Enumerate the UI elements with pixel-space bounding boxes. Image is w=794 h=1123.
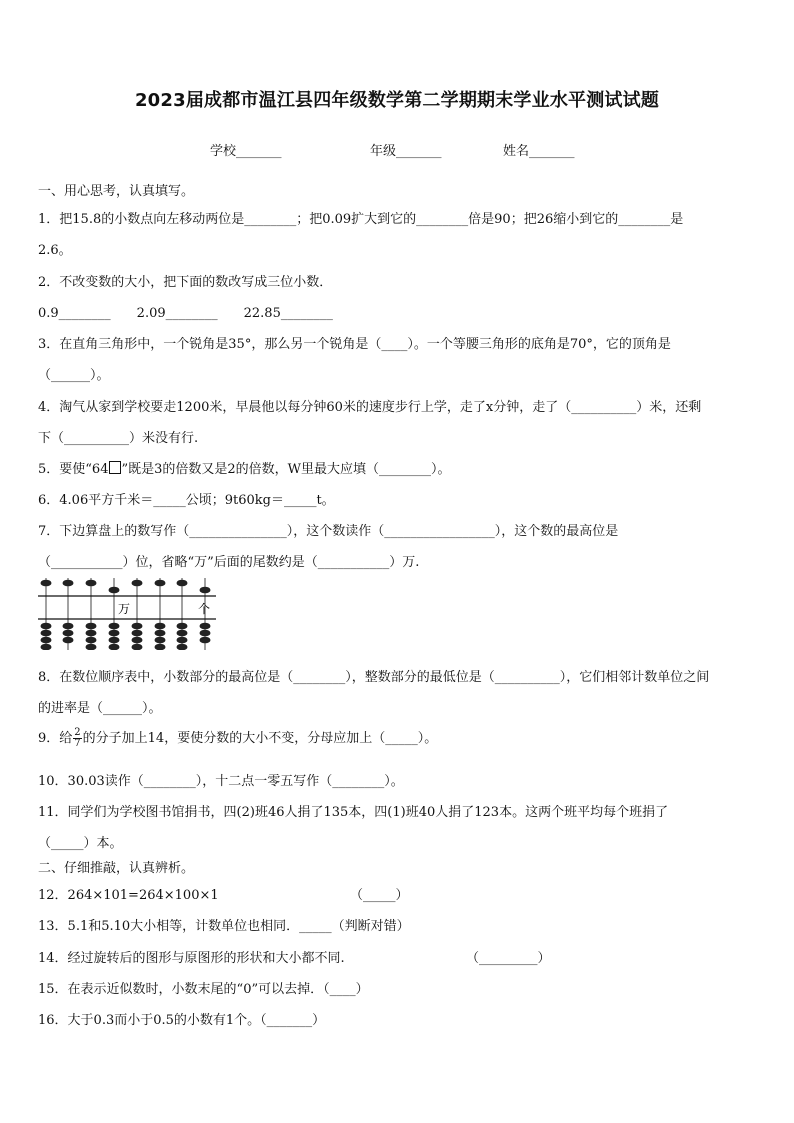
question-8-line-2: 的进率是（______）。 bbox=[38, 701, 162, 716]
abacus-lower-bead bbox=[86, 644, 97, 650]
question-2-line-2: 0.9________ 2.09________ 22.85________ bbox=[38, 306, 333, 321]
question-5 bbox=[38, 458, 451, 477]
question-7-line-2: （___________）位，省略“万”后面的尾数约是（___________）万. bbox=[38, 555, 420, 570]
question-5-post: ”既是3的倍数又是2的倍数，W里最大应填（________）。 bbox=[121, 462, 451, 477]
fraction-numerator: 2 bbox=[74, 727, 81, 738]
grade-field[interactable]: 年级_______ bbox=[370, 144, 442, 159]
question-11-line-1: 11．同学们为学校图书馆捐书，四(2)班46人捐了135本，四(1)班40人捐了123本。这两个班平均每个班捐了 bbox=[38, 805, 669, 820]
abacus-figure bbox=[38, 578, 216, 650]
question-15: 15．在表示近似数时，小数末尾的“0”可以去掉．（____） bbox=[38, 982, 369, 997]
question-2-line-1: 2．不改变数的大小，把下面的数改写成三位小数． bbox=[38, 275, 333, 290]
abacus-lower-bead bbox=[109, 630, 120, 637]
abacus-label-wan: 万 bbox=[118, 602, 131, 616]
abacus-lower-bead bbox=[63, 623, 74, 630]
question-14 bbox=[38, 947, 551, 966]
blank-box[interactable] bbox=[109, 461, 121, 474]
abacus-lower-bead bbox=[177, 637, 188, 644]
fraction-denominator: 7 bbox=[74, 738, 81, 749]
question-4-line-2: 下（__________）米没有行. bbox=[38, 431, 199, 446]
abacus-lower-bead bbox=[63, 637, 74, 644]
abacus-lower-bead bbox=[132, 623, 143, 630]
question-12-answer[interactable]: （_____） bbox=[350, 888, 409, 903]
question-4-line-1: 4．淘气从家到学校要走1200米，早晨他以每分钟60米的速度步行上学，走了x分钟，走了（__________）米，还剩 bbox=[38, 400, 702, 415]
abacus-lower-bead bbox=[155, 637, 166, 644]
abacus-lower-bead bbox=[200, 623, 211, 630]
question-9 bbox=[38, 727, 437, 749]
question-13: 13．5.1和5.10大小相等，计数单位也相同．_____（判断对错） bbox=[38, 919, 410, 934]
question-9-post: 的分子加上14，要使分数的大小不变，分母应加上（_____）。 bbox=[82, 731, 438, 746]
abacus-upper-bead bbox=[177, 580, 188, 587]
abacus-upper-bead bbox=[132, 580, 143, 587]
abacus-lower-bead bbox=[155, 623, 166, 630]
abacus-lower-bead bbox=[132, 630, 143, 637]
question-12 bbox=[38, 884, 409, 903]
abacus-lower-bead bbox=[109, 637, 120, 644]
question-3-line-2: （______）。 bbox=[38, 368, 110, 383]
abacus-lower-bead bbox=[86, 623, 97, 630]
abacus-lower-bead bbox=[41, 637, 52, 644]
question-6: 6．4.06平方千米＝_____公顷；9t60kg＝_____t。 bbox=[38, 493, 335, 508]
abacus-upper-bead bbox=[63, 580, 74, 587]
abacus-lower-bead bbox=[132, 644, 143, 650]
section-1-heading: 一、用心思考，认真填写。 bbox=[38, 184, 195, 199]
question-10: 10．30.03读作（________），十二点一零五写作（________）。 bbox=[38, 774, 404, 789]
abacus-lower-bead bbox=[109, 623, 120, 630]
abacus-lower-bead bbox=[200, 630, 211, 637]
abacus-label-ge: 个 bbox=[198, 602, 211, 616]
section-2-heading: 二、仔细推敲，认真辨析。 bbox=[38, 861, 195, 876]
question-1-line-2: 2.6。 bbox=[38, 243, 72, 258]
abacus-lower-bead bbox=[132, 637, 143, 644]
question-11-line-2: （_____）本。 bbox=[38, 836, 123, 851]
abacus-upper-bead bbox=[86, 580, 97, 587]
abacus-lower-bead bbox=[86, 630, 97, 637]
abacus-lower-bead bbox=[41, 630, 52, 637]
abacus-upper-bead bbox=[41, 580, 52, 587]
question-7-line-1: 7．下边算盘上的数写作（_______________），这个数读作（_________________），这个数的最高位是 bbox=[38, 524, 619, 539]
abacus-lower-bead bbox=[155, 644, 166, 650]
abacus-upper-bead bbox=[155, 580, 166, 587]
abacus-lower-bead bbox=[155, 630, 166, 637]
abacus-lower-bead bbox=[177, 644, 188, 650]
page-title: 2023届成都市温江县四年级数学第二学期期末学业水平测试试题 bbox=[134, 90, 660, 111]
abacus-lower-bead bbox=[109, 644, 120, 650]
question-9-pre: 9．给 bbox=[38, 731, 73, 746]
abacus-lower-bead bbox=[177, 630, 188, 637]
abacus-lower-bead bbox=[41, 644, 52, 650]
abacus-lower-bead bbox=[177, 623, 188, 630]
question-5-pre: 5．要使“64 bbox=[38, 462, 109, 477]
abacus-lower-bead bbox=[41, 623, 52, 630]
fraction bbox=[73, 728, 81, 749]
abacus-lower-bead bbox=[200, 637, 211, 644]
student-info bbox=[210, 140, 575, 159]
abacus-upper-bead bbox=[109, 587, 120, 594]
question-3-line-1: 3．在直角三角形中，一个锐角是35°，那么另一个锐角是（____）。一个等腰三角形的底角是70°，它的顶角是 bbox=[38, 337, 671, 352]
question-12-text: 12．264×101=264×100×1 bbox=[38, 888, 219, 903]
abacus-upper-bead bbox=[200, 587, 211, 594]
question-8-line-1: 8．在数位顺序表中，小数部分的最高位是（________），整数部分的最低位是（__________），它们相邻计数单位之间 bbox=[38, 670, 710, 685]
name-field[interactable]: 姓名_______ bbox=[503, 144, 575, 159]
question-14-text: 14．经过旋转后的图形与原图形的形状和大小都不同. bbox=[38, 951, 345, 966]
abacus-lower-bead bbox=[63, 630, 74, 637]
question-1-line-1: 1．把15.8的小数点向左移动两位是________；把0.09扩大到它的________倍是90；把26缩小到它的________是 bbox=[38, 212, 684, 227]
abacus-lower-bead bbox=[86, 637, 97, 644]
school-field[interactable]: 学校_______ bbox=[210, 144, 282, 159]
question-14-answer[interactable]: （_________） bbox=[466, 951, 551, 966]
question-16: 16．大于0.3而小于0.5的小数有1个。（_______） bbox=[38, 1013, 326, 1028]
